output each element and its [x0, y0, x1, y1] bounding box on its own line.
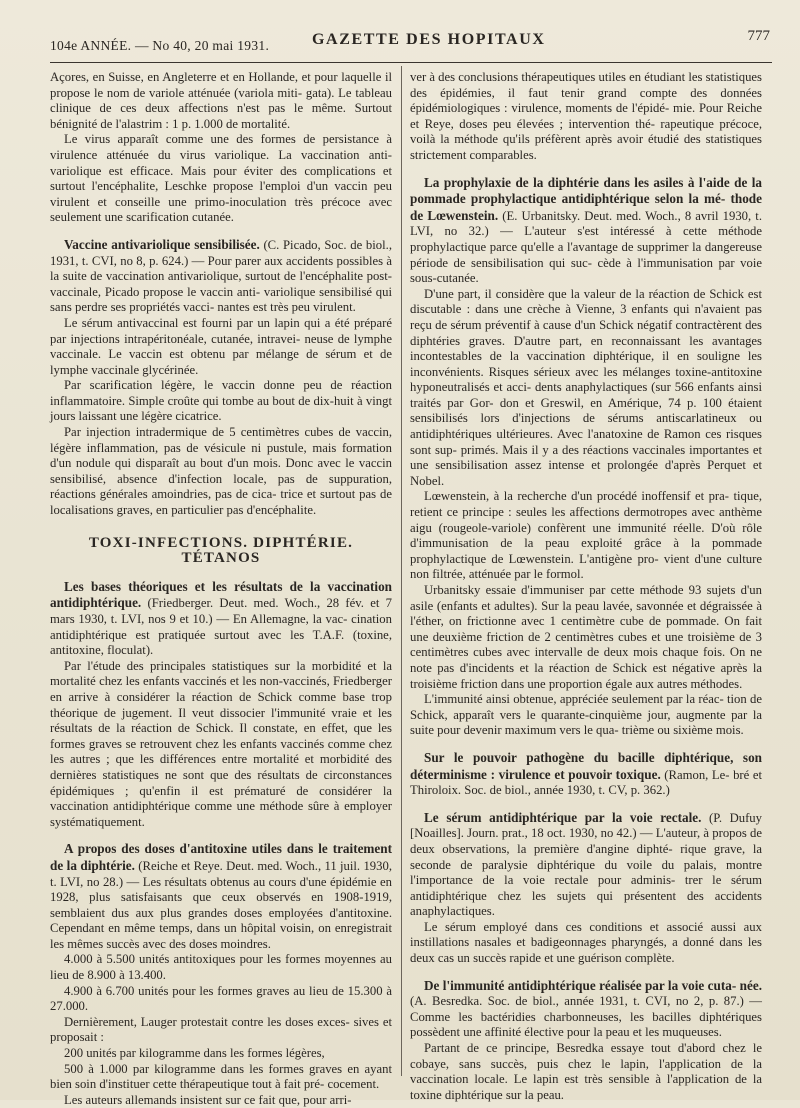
issue-line: 104e ANNÉE. — No 40, 20 mai 1931.	[50, 38, 270, 53]
article-bases-theoriques	[50, 579, 392, 831]
article-reference: (Ramon, Le- bré et Thiroloix. Soc. de biol., année 1930, t. CV, p. 362.)	[410, 767, 762, 798]
paragraph: Le sérum antivaccinal est fourni par un lapin qui a été préparé par injections intrapéritonéale, cutanée, intravei- neuse de lymphe vaccinale. Le vaccin est obtenu par mélange de sérum et de lymphe vaccinale glycérinée.	[50, 315, 392, 377]
article-voie-rectale	[410, 810, 762, 967]
article-reference: (Reiche et Reye. Deut. med. Woch., 11 juil. 1930, t. LVI, no 28.) — Les résultats obtenus au cours d'une épidémie en 1928, plus satisfaisants que ceux observés en 1908-1919, semblaient dus aux plus grandes doses employées d'antitoxine. Cependant en même temps, dans un hôpital voisin, on enregistrait les mêmes succès avec des doses moindres.	[50, 858, 392, 951]
article-title: Sur le pouvoir pathogène du bacille diphtérique, son déterminisme : virulence et pouvoir toxique.	[410, 749, 762, 782]
paragraph: Par l'étude des principales statistiques sur la morbidité et la mortalité chez les enfants vaccinés et les non-vaccinés, Friedberger en arrive à considérer la réaction de Schick comme base trop théorique de jugement. Il veut dissocier l'immunité vraie et les résultats de la réaction de Schick. Il constate, en effet, que les formes graves se retrouvent chez les enfants vaccinés comme chez les autres ; que les différences entre mortalité et morbidité des dernières statistiques ne sont que des résultats de circonstances épidémiques ; qu'enfin il est prématuré de considérer la vaccination antidiphtérique comme une méthode sûre à employer systématiquement.	[50, 658, 392, 829]
paragraph: Les auteurs allemands insistent sur ce fait que, pour arri-	[64, 1092, 352, 1107]
article-prophylaxie-asiles	[410, 175, 762, 739]
article-title: Les bases théoriques et les résultats de la vaccination antidiphtérique.	[50, 578, 392, 611]
article-reference: (E. Urbanitsky. Deut. med. Woch., 8 avril 1930, t. LVI, no 32.) — L'auteur s'est intéressé à cette méthode prophylactique parce qu'elle a l'avantage de supprimer la dangereuse période de sensibilisation qui suc- cède à l'immunisation par voie sous-cutanée.	[410, 208, 762, 286]
left-column	[50, 70, 392, 1108]
paragraph: Le virus apparaît comme une des formes de persistance à virulence atténuée du virus variolique. La vaccination anti- variolique est efficace. Mais pour éviter des complications et surtout l'encéphalite, Leschke propose l'emploi d'un vaccin peu virulent et conseille une primo-inoculation très précoce avec seulement une scarification cutanée.	[50, 132, 392, 225]
page-header	[50, 28, 772, 63]
article-title: A propos des doses d'antitoxine utiles dans le traitement de la diphtérie.	[50, 841, 392, 873]
paragraph: Lœwenstein, à la recherche d'un procédé inoffensif et pra- tique, retient ce principe : seules les affections dermotropes avec anthème aigu (rougeole-variole) confèrent une immunité réelle. D'où rôle d'immunisation de la peau exploité grâce à la pommade prophylactique de Lœwenstein. L'antigène pro- vient d'une culture non filtrée, atténuée par le formol.	[410, 489, 762, 582]
paragraph: Dernièrement, Lauger protestait contre les doses exces- sives et proposait :	[50, 1014, 392, 1045]
article-reference: (Friedberger. Deut. med. Woch., 28 fév. et 7 mars 1930, t. LVI, nos 9 et 10.) — En Allemagne, la vac- cination antidiphtérique est pratiquée surtout avec les T.A.F. (toxine, antitoxine, floculat).	[50, 596, 392, 658]
paragraph: Partant de ce principe, Besredka essaye tout d'abord chez le cobaye, sans succès, puis chez le lapin, l'application de la vaccination locale. Le lapin est très sensible à l'application de la toxine diphtérique sur la peau.	[410, 1041, 762, 1102]
article-title: Vaccine antivariolique sensibilisée.	[64, 236, 260, 252]
paragraph: L'immunité ainsi obtenue, appréciée seulement par la réac- tion de Schick, apparaît vers le quarante-cinquième jour, augmente par la suite pour devenir maximum vers le qua- trième ou sixième mois.	[410, 692, 762, 738]
paragraph: Par scarification légère, le vaccin donne peu de réaction inflammatoire. Simple croûte qui tombe au bout de dix-huit à vingt jours laissant une légère cicatrice.	[50, 378, 392, 424]
article-title: De l'immunité antidiphtérique réalisée par la voie cuta- née.	[424, 977, 762, 993]
paragraph: Le sérum employé dans ces conditions et associé aussi aux instillations nasales et badigeonnages pharyngés, a donné dans les deux cas un succès rapide et une guérison complète.	[410, 919, 762, 966]
paragraph: Par injection intradermique de 5 centimètres cubes de vaccin, légère inflammation, pas de vésicule ni pustule, mais formation d'un nodule qui disparaît au bout d'un mois. Donc avec le vaccin sensibilisé, absence d'infection locale, pas de suppuration, réactions générales amoindries, pas de cica- trice et surtout pas de localisations graves, en particulier pas d'encéphalite.	[50, 425, 392, 518]
paragraph: 4.900 à 6.700 unités pour les formes graves au lieu de 15.300 à 27.000.	[50, 983, 392, 1014]
article-doses-antitoxine	[50, 841, 392, 1108]
article-reference: (A. Besredka. Soc. de biol., année 1931, t. CVI, no 2, p. 87.) — Comme les bactéridies charbonneuses, les bacilles diphtériques possèdent une affinité élective pour la peau et les muqueuses.	[410, 994, 762, 1040]
article-title: La prophylaxie de la diphtérie dans les asiles à l'aide de la pommade prophylactique antidiphtérique selon la mé- thode de Lœwenstein.	[410, 174, 762, 223]
article-pouvoir-pathogene	[410, 750, 762, 799]
article-vaccine-sensibilisee	[50, 237, 392, 519]
section-heading: TOXI-INFECTIONS. DIPHTÉRIE. TÉTANOS	[88, 534, 354, 567]
article-reference: (P. Dufuy [Noailles]. Journ. prat., 18 oct. 1930, no 42.) — L'auteur, à propos de deux observations, la première d'angine diphté- rique grave, la seconde de paralysie diphtérique du voile du palais, montre l'importance de la voie rectale pour adminis- trer le sérum antidiphtérique chez les sujets qui présentent des accidents anaphylactiques.	[410, 810, 762, 919]
paragraph: Açores, en Suisse, en Angleterre et en Hollande, et pour laquelle il propose le nom de variole atténuée (variola miti- gata). Le tableau clinique de ces deux affections n'est pas le même. Surtout bénignité de l'alastrim : 1 p. 1.000 de mortalité.	[50, 70, 392, 131]
article-reference: (C. Picado, Soc. de biol., 1931, t. CVI, no 8, p. 624.) — Pour parer aux accidents possibles à la suite de vaccination antivariolique, surtout de l'encéphalite post-vaccinale, Picado propose le vaccin anti- variolique sensibilisé qui sans perdre ses propriétés vacci- nantes est très peu virulent.	[50, 237, 392, 315]
page-number: 777	[747, 28, 770, 44]
journal-title: GAZETTE DES HOPITAUX	[312, 31, 546, 48]
paragraph: D'une part, il considère que la valeur de la réaction de Schick est discutable : dans une crèche à Vienne, 3 enfants qui n'avaient pas reçu de sérum préventif à cause d'un Schick négatif contractèrent des diphtéries graves. D'autre part, en reconnaissant les avantages incontestables de la vaccination diphtérique, il en souligne les inconvénients. Risques sérieux avec les mélanges toxine-antitoxine hyponeutralisés et acci- dents anaphylactiques (sur 566 enfants ainsi traités par Gor- don et Greswil, en Amérique, 74 p. 100 étaient sensibilisés lors d'injections de sérums antiscarlatineux ou antidiphtériques ultérieures. Avec l'anatoxine de Ramon ces risques sont sup- primés. Mais il y a des réactions vaccinales importantes et une sensibilisation assez intense et prolongée d'après Perquet et Nobel.	[410, 286, 762, 488]
article-title: Le sérum antidiphtérique par la voie rectale.	[424, 809, 702, 825]
column-divider	[401, 66, 402, 1076]
paragraph: 4.000 à 5.500 unités antitoxiques pour les formes moyennes au lieu de 8.900 à 13.400.	[50, 952, 392, 983]
right-column	[410, 70, 762, 1103]
paragraph: Urbanitsky essaie d'immuniser par cette méthode 93 sujets d'un asile (enfants et adultes). Sur la peau lavée, savonnée et dégraissée à l'éther, on frictionne avec 1 centimètre cube de pommade. On fait une deuxième friction de 2 centimètres cubes et une troisième de 3 centimètres cubes avec intervalle de deux mois chaque fois. On ne note pas d'incidents et la réaction de Schick est négative après la troisième friction dans une proportion égale aux autres méthodes.	[410, 583, 762, 691]
article-voie-cutanee	[410, 978, 762, 1104]
paragraph: 200 unités par kilogramme dans les formes légères,	[64, 1046, 325, 1061]
paragraph: 500 à 1.000 par kilogramme dans les formes graves en ayant bien soin d'instituer cette thérapeutique tout à fait pré- cocement.	[50, 1061, 392, 1092]
paragraph: ver à des conclusions thérapeutiques utiles en étudiant les statistiques des épidémies, il faut tenir grand compte des données épidémiologiques : virulence, moments de l'épidé- mie. Pour Reiche et Reye, doses peu élevées ; intervention thé- rapeutique précoce, voilà la méthode qu'ils préfèrent après avoir étudié des statistiques strictement comparables.	[410, 70, 762, 162]
